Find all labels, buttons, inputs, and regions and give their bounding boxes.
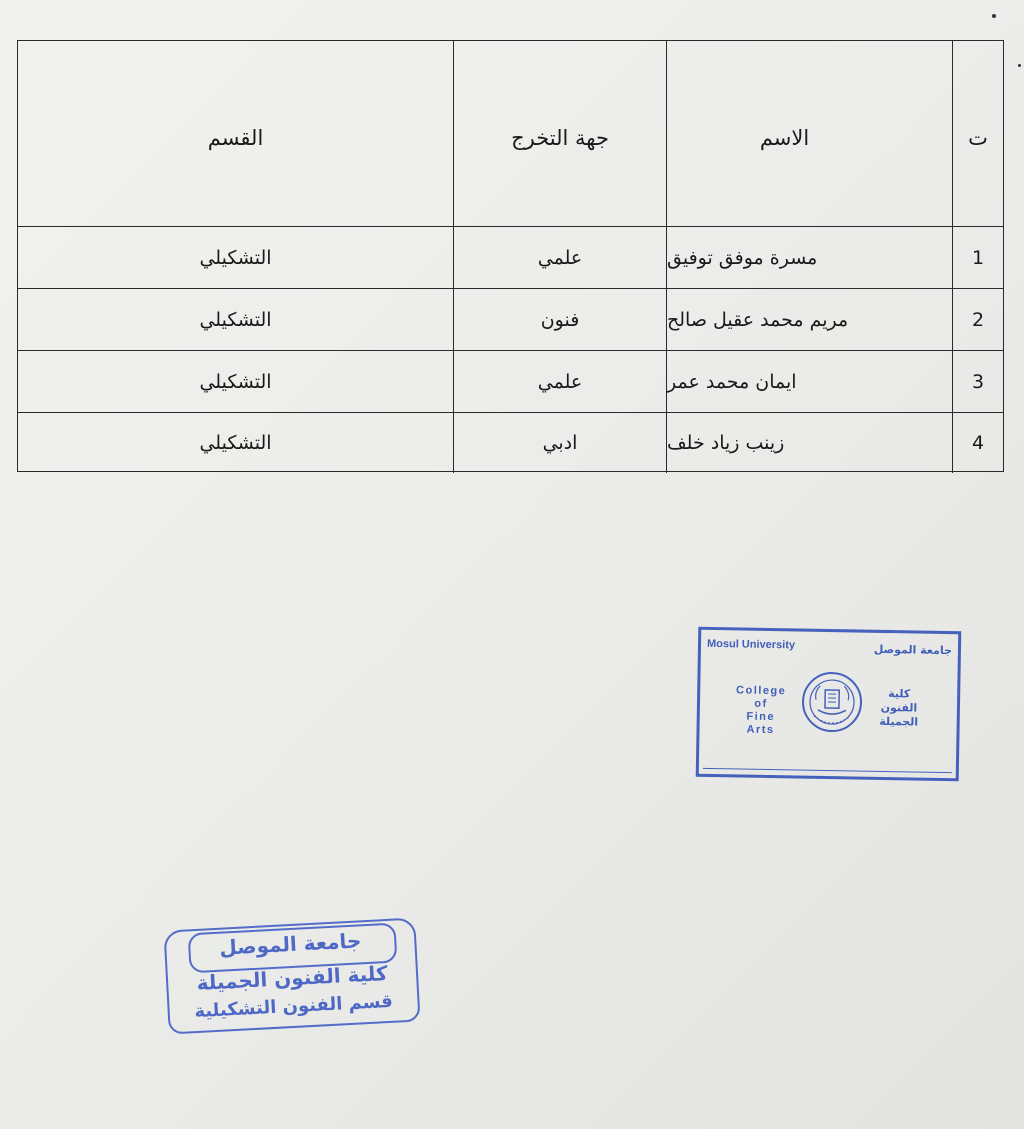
number-cell: 4 — [952, 413, 1003, 473]
department-cell: التشكيلي — [199, 370, 272, 393]
department-cell: التشكيلي — [199, 308, 272, 331]
paper-speck — [992, 14, 996, 18]
graduation-cell: ادبي — [453, 413, 666, 473]
graduation-cell: علمي — [453, 227, 666, 288]
table-row — [18, 351, 1003, 413]
number-cell: 2 — [952, 289, 1003, 350]
stamp-college-ar-line: الجميلة — [879, 714, 919, 729]
department-stamp-college: كلية الفنون الجميلة — [195, 961, 389, 995]
number-cell: 1 — [952, 227, 1003, 288]
header-graduation: جهة التخرج — [453, 41, 666, 226]
stamp-college-en-line: College of — [735, 684, 787, 710]
number-cell: 3 — [952, 351, 1003, 412]
table-header-row — [18, 41, 1003, 227]
students-table — [17, 40, 1004, 472]
name-cell: مسرة موفق توفيق — [666, 227, 952, 288]
header-number: ت — [952, 41, 1003, 226]
table-row — [18, 289, 1003, 351]
header-name: الاسم — [666, 41, 952, 226]
department-cell: التشكيلي — [199, 432, 272, 454]
stamp-college-en — [727, 684, 794, 737]
graduation-cell: علمي — [453, 351, 666, 412]
university-seal-icon — [799, 670, 864, 735]
header-department: القسم — [207, 125, 264, 150]
stamp-university-ar: جامعة الموصل — [873, 642, 953, 658]
college-stamp — [696, 627, 962, 782]
stamp-border-line — [703, 768, 952, 774]
stamp-college-ar-line: كلية — [888, 687, 911, 701]
table-row — [18, 227, 1003, 289]
department-stamp — [163, 917, 420, 1034]
department-cell: التشكيلي — [199, 246, 272, 269]
stamp-university-en: Mosul University — [706, 637, 796, 652]
paper-speck — [1018, 64, 1021, 67]
graduation-cell: فنون — [453, 289, 666, 350]
stamp-college-en-line: Fine — [746, 710, 776, 724]
department-stamp-department: قسم الفنون التشكيلية — [193, 990, 394, 1023]
name-cell: زينب زياد خلف — [666, 413, 952, 473]
name-cell: مريم محمد عقيل صالح — [666, 289, 952, 350]
stamp-college-ar — [869, 687, 930, 730]
stamp-college-ar-line: الفنون — [880, 700, 918, 715]
name-cell: ايمان محمد عمر — [666, 351, 952, 412]
department-stamp-university: جامعة الموصل — [218, 928, 362, 960]
stamp-college-en-line: Arts — [746, 723, 775, 737]
table-row — [18, 413, 1003, 473]
